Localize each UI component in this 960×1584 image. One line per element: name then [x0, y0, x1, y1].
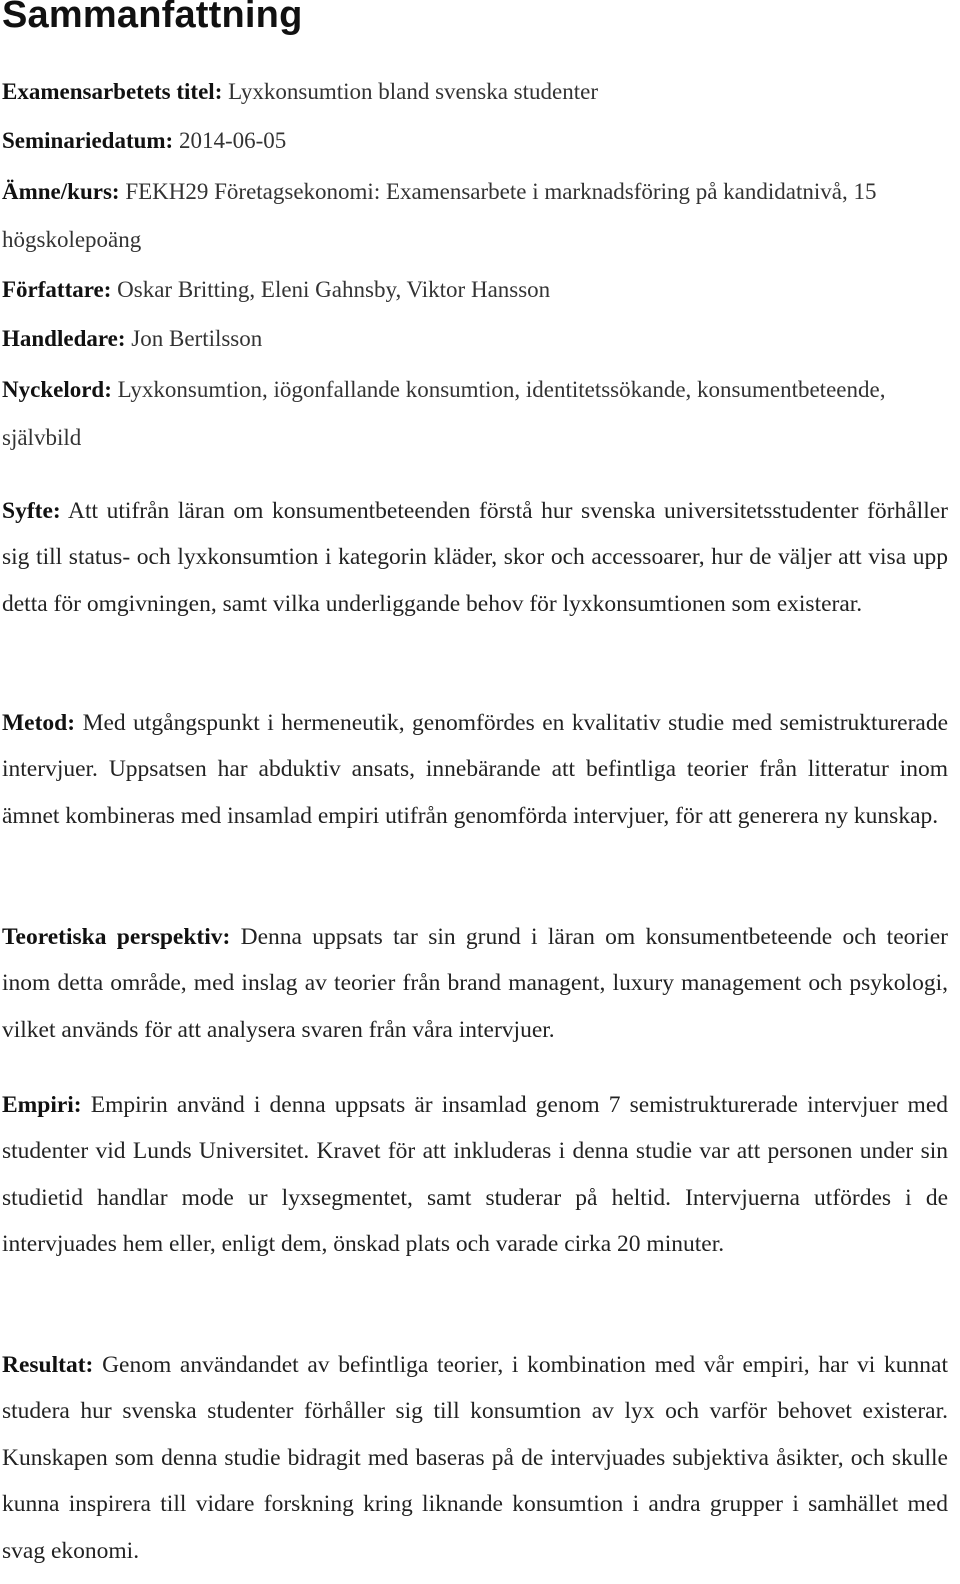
supervisor-value: Jon Bertilsson: [131, 326, 263, 351]
thesis-title-value: Lyxkonsumtion bland svenska studenter: [228, 79, 598, 104]
page-title: Sammanfattning: [2, 0, 303, 36]
supervisor-label: Handledare:: [2, 326, 126, 351]
method-paragraph: [2, 700, 948, 839]
method-text: Med utgångspunkt i hermeneutik, genomfördes en kvalitativ studie med semistrukturerade intervjuer. Uppsatsen har abduktiv ansats, innebärande att befintliga teorier från litteratur inom ämnet kombineras med insamlad empiri utifrån genomförda intervjuer, för att generera ny kunskap.: [2, 710, 949, 829]
empirics-label: Empiri:: [2, 1092, 82, 1118]
purpose-paragraph: [2, 488, 948, 627]
results-text: Genom användandet av befintliga teorier, i kombination med vår empiri, har vi kunnat studera hur svenska studenter förhåller sig till konsumtion av lyx och varför behovet existerar. Kunskapen som denna studie bidragit med baseras på de intervjuades subjektiva åsikter, och skulle kunna inspirera till vidare forskning kring liknande konsumtion i andra grupper i samhället med svag ekonomi.: [2, 1352, 948, 1564]
keywords-value: Lyxkonsumtion, iögonfallande konsumtion, identitetssökande, konsumentbeteende, självbild: [2, 377, 886, 450]
theory-paragraph: [2, 914, 948, 1053]
thesis-title-label: Examensarbetets titel:: [2, 79, 223, 104]
course-label: Ämne/kurs:: [2, 179, 120, 204]
seminar-date-value: 2014-06-05: [178, 128, 287, 153]
results-paragraph: [2, 1342, 948, 1574]
authors-field: [2, 266, 950, 314]
supervisor-field: [2, 315, 950, 363]
theory-text: Denna uppsats tar sin grund i läran om konsumentbeteende och teorier inom detta område, med inslag av teorier från brand managent, luxury management och psykologi, vilket används för att analysera svaren från våra intervjuer.: [2, 924, 949, 1043]
authors-label: Författare:: [2, 277, 112, 302]
course-field: [2, 168, 950, 264]
purpose-label: Syfte:: [2, 498, 61, 524]
keywords-label: Nyckelord:: [2, 377, 112, 402]
empirics-text: Empirin använd i denna uppsats är insamlad genom 7 semistrukturerade intervjuer med studenter vid Lunds Universitet. Kravet för att inkluderas i denna studie var att personen under sin studietid handlar mode ur lyxsegmentet, samt studerar på heltid. Intervjuerna utfördes i de intervjuades hem eller, enligt dem, önskad plats och varade cirka 20 minuter.: [2, 1092, 949, 1258]
method-label: Metod:: [2, 710, 76, 736]
theory-label: Teoretiska perspektiv:: [2, 924, 231, 950]
empirics-paragraph: [2, 1082, 948, 1268]
seminar-date-field: [2, 117, 950, 165]
keywords-field: [2, 366, 950, 462]
purpose-text: Att utifrån läran om konsumentbeteenden förstå hur svenska universitetsstudenter förhåller sig till status- och lyxkonsumtion i kategorin kläder, skor och accessoarer, hur de väljer att visa upp detta för omgivningen, samt vilka underliggande behov för lyxkonsumtionen som existerar.: [2, 498, 948, 617]
authors-value: Oskar Britting, Eleni Gahnsby, Viktor Hansson: [117, 277, 551, 302]
results-label: Resultat:: [2, 1352, 94, 1378]
seminar-date-label: Seminariedatum:: [2, 128, 174, 153]
course-value: FEKH29 Företagsekonomi: Examensarbete i marknadsföring på kandidatnivå, 15 högskolepoäng: [2, 179, 877, 252]
thesis-title-field: [2, 68, 950, 116]
